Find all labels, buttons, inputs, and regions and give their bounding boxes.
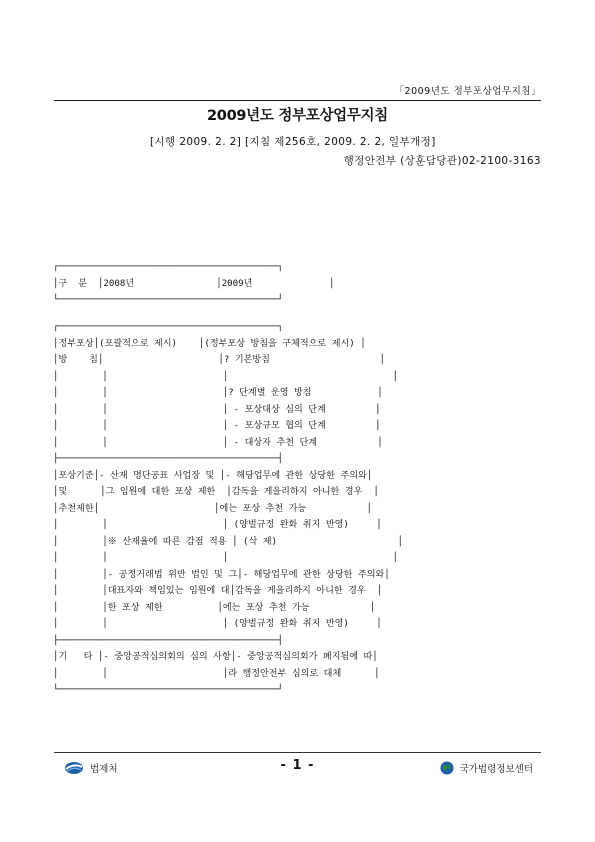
footer-left-label: 법제처 xyxy=(90,764,118,775)
footer-right xyxy=(440,760,533,776)
header-rule xyxy=(54,100,541,101)
footer-right-label: 국가법령정보센터 xyxy=(459,764,533,775)
running-header: 「2009년도 정부포상업무지침」 xyxy=(394,86,541,97)
globe-logo-icon xyxy=(440,761,454,775)
ministry-contact: 행정안전부 (상훈담당관)02-2100-3163 xyxy=(343,155,541,167)
page-number: - 1 - xyxy=(280,758,315,773)
enforcement-info: [시행 2009. 2. 2] [지침 제256호, 2009. 2. 2, 일부개정] xyxy=(150,136,436,148)
document-title: 2009년도 정부포상업무지침 xyxy=(207,108,388,124)
comparison-table-body: ┌────────────────────────────────────────┐ │정부포상│(포괄적으로 제시) │(정부포상 방침을 구체적으로 제시) │ │방 침│ │? 기본방침 │ │ │ │ │ │ │ │? 단계별 운영 방침 │ │ │ │ - 포상대상 심의 단계 │ │ │ │ - 포상규모 협의 단계 │ │ │ │ - 대상자 추천 단계 │ ├────────────────────────────────────────┤ │포상기준│- 산재 명단공표 사업장 및 │- 해당업무에 관한 상당한 주의와│ │및 │그 임원에 대한 포상 제한 │감독을 게을리하지 아니한 경우 │ │추천제한│ │에는 포상 추천 가능 │ │ │ │ (양벌규정 완화 취지 반영) │ │ │※ 산재율에 따른 감점 적용 │ (삭 제) │ │ │ │ │ │ │- 공정거래법 위반 법인 및 그│- 해당업무에 관한 상당한 주의와│ │ │대표자와 책임있는 임원에 대│감독을 게을리하지 아니한 경우 │ │ │한 포상 제한 │에는 포상 추천 가능 │ │ │ │ (양벌규정 완화 취지 반영) │ ├────────────────────────────────────────┤ │기 타 │- 중앙공적심의회의 심의 사항│- 중앙공적심의회가 폐지됨에 따│ │ │ │라 행정안전부 심의로 대체 │ └────────────────────────────────────────┘ xyxy=(53,322,403,695)
footer-rule xyxy=(54,752,541,753)
comparison-table-header: ┌────────────────────────────────────────┐ │구 분 │2008년 │2009년 │ └────────────────────────────────────────┘ xyxy=(53,262,335,305)
